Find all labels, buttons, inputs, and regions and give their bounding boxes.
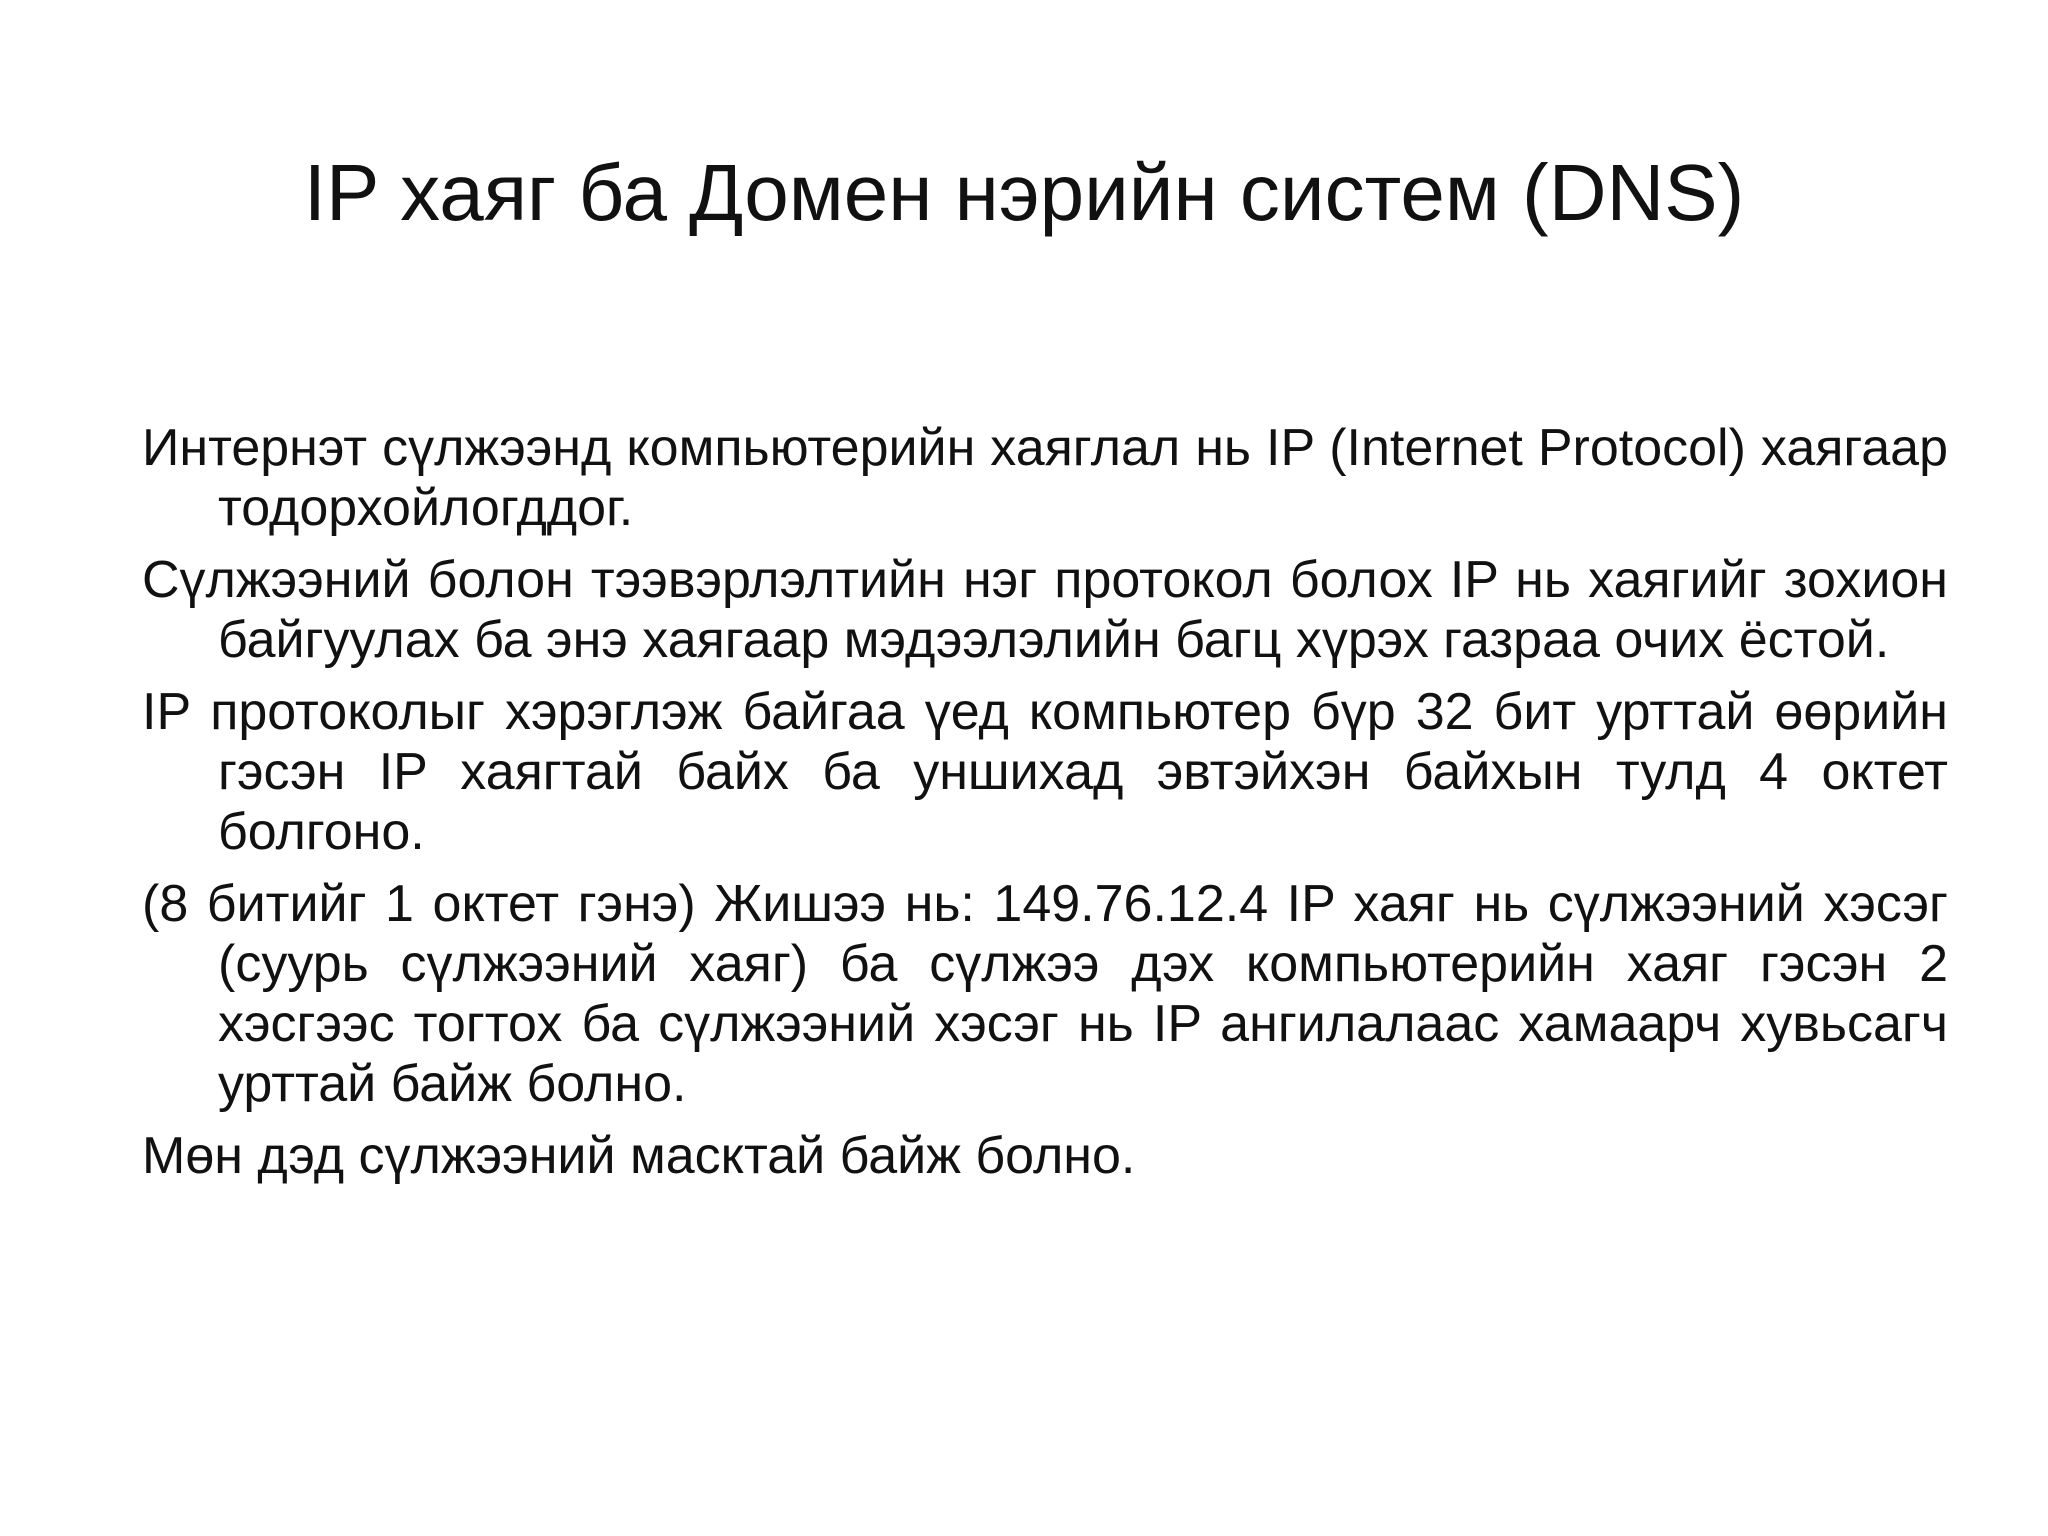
- paragraph: Сүлжээний болон тээвэрлэлтийн нэг протокол болох IP нь хаягийг зохион байгуулах ба энэ хаягаар мэдээлэлийн багц хүрэх газраа очих ёстой.: [142, 551, 1948, 669]
- paragraph: (8 битийг 1 октет гэнэ) Жишээ нь: 149.76.12.4 IP хаяг нь сүлжээний хэсэг (суурь сүлжээний хаяг) ба сүлжээ дэх компьютерийн хаяг гэсэн 2 хэсгээс тогтох ба сүлжээний хэсэг нь IP ангилалаас хамаарч хувьсагч урттай байж болно.: [142, 875, 1948, 1113]
- slide-body: [142, 418, 1948, 1198]
- paragraph: Интернэт сүлжээнд компьютерийн хаяглал нь IP (Internet Protocol) хаягаар тодорхойлогддог.: [142, 419, 1948, 537]
- paragraph: IP протоколыг хэрэглэж байгаа үед компьютер бүр 32 бит урттай өөрийн гэсэн IP хаягтай байх ба уншихад эвтэйхэн байхын тулд 4 октет болгоно.: [142, 683, 1948, 861]
- slide-title: IP хаяг ба Домен нэрийн систем (DNS): [303, 148, 1745, 237]
- paragraph: Мөн дэд сүлжээний масктай байж болно.: [142, 1127, 1136, 1185]
